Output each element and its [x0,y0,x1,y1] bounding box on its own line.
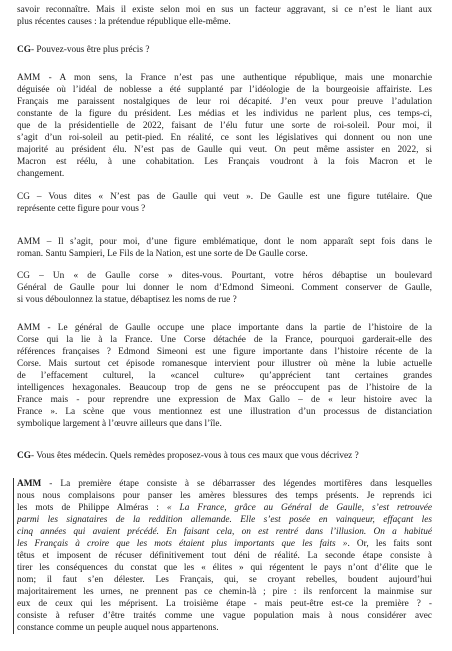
text-line [17,346,432,358]
text-line [17,598,432,610]
text-line [17,562,432,574]
text-run: AMM – Il s’agit, pour moi, d’une figure emblématique, dont le nom apparaît sept fois dans le [17,237,432,247]
text-run: Corse. Mais surtout cet épisode romanesque intervient pour illustrer où mène la lubie actuelle [17,359,432,369]
text-line [17,586,432,598]
text-line [17,16,432,28]
text-run: intelligences hexagonales. Beaucoup trop de gens ne se préoccupent pas de l’histoire de la [17,383,432,393]
text-line [17,270,432,282]
text-line [17,4,432,16]
text-line [17,502,432,514]
text-run: AMM - A mon sens, la France n’est pas une authentique république, mais une monarchie [17,73,432,83]
text-run: CG – Un « de Gaulle corse » dites-vous. Pourtant, votre héros débaptise un boulevard [17,271,432,281]
text-line [17,334,432,346]
text-run: déguisée où l’idéal de noblesse a été supplanté par l’idéologie de la bourgeoisie affairiste. Les [17,85,432,95]
text-run: - Vous êtes médecin. Quels remèdes proposez-vous à tous ces maux que vous décrivez ? [30,451,359,461]
text-run: têtus et imposent de récuser définitivement tout déni de réalité. La seconde étape consiste à [17,551,432,561]
text-run: Corse qui la lie à la France. Une Corse détachée de la France, pourquoi garderait-elle des [17,335,432,345]
text-run: - Pouvez-vous être plus précis ? [30,45,150,55]
text-line [17,538,432,550]
text-run: . Or, les faits sont [347,539,432,549]
text-run: de l’effacement culturel, la «cancel culture» qu’apprécient tant certaines grandes [17,371,432,381]
text-line [17,282,432,294]
quote-text: parmi les signataires de la reddition allemande. Elle s’est posée en vainqueur, effaçant les [17,515,432,525]
text-line [17,418,432,430]
text-line [17,156,432,168]
text-run: Français me paraissent nostalgiques de leur roi décapité. J’en veux pour preuve l’adulation [17,97,432,107]
text-run: France ». La scène que vous mentionnez est une illustration d’un processus de distanciation [17,407,432,417]
text-line [17,574,432,586]
text-line [17,490,432,502]
text-run: représente cette figure pour vous ? [17,204,146,214]
text-line [17,96,432,108]
text-line [17,72,432,84]
text-line [17,406,432,418]
text-line [17,550,432,562]
text-run: CG – Vous dites « N’est pas de Gaulle qui veut ». De Gaulle est une figure tutélaire. Que [17,192,432,202]
text-run: plus récentes causes : la prétendue république elle-même. [17,17,231,27]
text-run: majorité au président élu. N’est pas de Gaulle qui veut. On peut même assister en 2022, si [17,145,432,155]
text-line [17,203,432,215]
text-run: nous nous complaisons pour panser les amères blessures des temps présents. Je reprends ici [17,491,432,501]
text-line [17,514,432,526]
text-run: s’agit d’un roi-soleil au petit-pied. En réalité, ce sont les législatives qui donnent ou non une [17,133,432,143]
text-line [17,358,432,370]
text-line [17,44,432,56]
text-run: eux de ceux qui les méprisent. La troisième étape - mais peut-être est-ce la première ? - [17,599,432,609]
speaker-label: CG [17,45,31,55]
text-line [17,120,432,132]
text-run: changement. [17,169,65,179]
text-line [17,394,432,406]
text-line [17,294,432,306]
text-run: nom; il faut s’en délester. Les Français, qui, se croyant rebelles, boudent aujourd’hui [17,575,432,585]
quote-text: cinq années qui avaient précédé. En faisant cela, on est rentré dans l’illusion. On a habitué [17,527,432,537]
text-run: les mots de Philippe Alméras : [17,503,167,513]
text-line [17,610,432,622]
text-line [17,144,432,156]
margin-change-bar [13,478,14,634]
text-line [17,370,432,382]
text-run: majoritairement les urnes, ne prennent pas ce chemin-là ; pire : ils renforcent la mainmise sur [17,587,432,597]
text-run: AMM - Le général de Gaulle occupe une place importante dans la partie de l’histoire de la [17,323,432,333]
text-line [17,248,432,260]
text-line [17,108,432,120]
text-run: tirer les conséquences du constat que les « élites » qui régentent le pays n’ont d’élite que le [17,563,432,573]
text-line [17,191,432,203]
text-run: si vous déboulonnez la statue, débaptisez les noms de rue ? [17,295,237,305]
text-line [17,322,432,334]
text-line [17,168,432,180]
text-run: constante de la figure du président. Les médias et les individus ne parlent plus, ces temps-ci, [17,109,432,119]
text-line [17,84,432,96]
text-run: Macron est réélu, à une cohabitation. Les Français voudront à la fois Macron et le [17,157,432,167]
text-line [17,526,432,538]
text-run: Général de Gaulle pour lui donner le nom d’Edmond Simeoni. Comment conserver de Gaulle, [17,283,432,293]
text-line [17,132,432,144]
text-run: symbolique largement à l’œuvre ailleurs que dans l’île. [17,419,222,429]
text-run: consiste à refuser d’être traités comme une vague population mais à nous considérer avec [17,611,432,621]
quote-text: les Français à croire que les mots étaient plus importants que les faits » [17,539,348,549]
text-run: constance comme un peuple auquel nous appartenons. [17,623,219,633]
speaker-label: AMM [17,479,42,489]
text-line [17,236,432,248]
quote-text: « La France, grâce au Général de Gaulle, s’est retrouvée [166,503,432,513]
text-run: que de la présidentielle de 2022, faisant de l’élu futur une sorte de roi-soleil. Pour moi, il [17,121,432,131]
text-line [17,622,432,634]
text-run: France mais - pour reprendre une expression de Max Gallo – de « leur histoire avec la [17,395,432,405]
text-run: références françaises ? Edmond Simeoni est une figure importante dans l’histoire récente de la [17,347,432,357]
speaker-label: CG [17,451,31,461]
text-line [17,382,432,394]
text-line [17,450,432,462]
text-line [17,478,432,490]
text-run: savoir reconnaître. Mais il existe selon moi en sus un facteur aggravant, si ce n’est le liant aux [17,5,432,15]
text-run: - La première étape consiste à se débarrasser des légendes mortifères dans lesquelles [41,479,432,489]
text-run: roman. Santu Sampieri, Le Fils de la Nation, est une sorte de De Gaulle corse. [17,249,308,259]
